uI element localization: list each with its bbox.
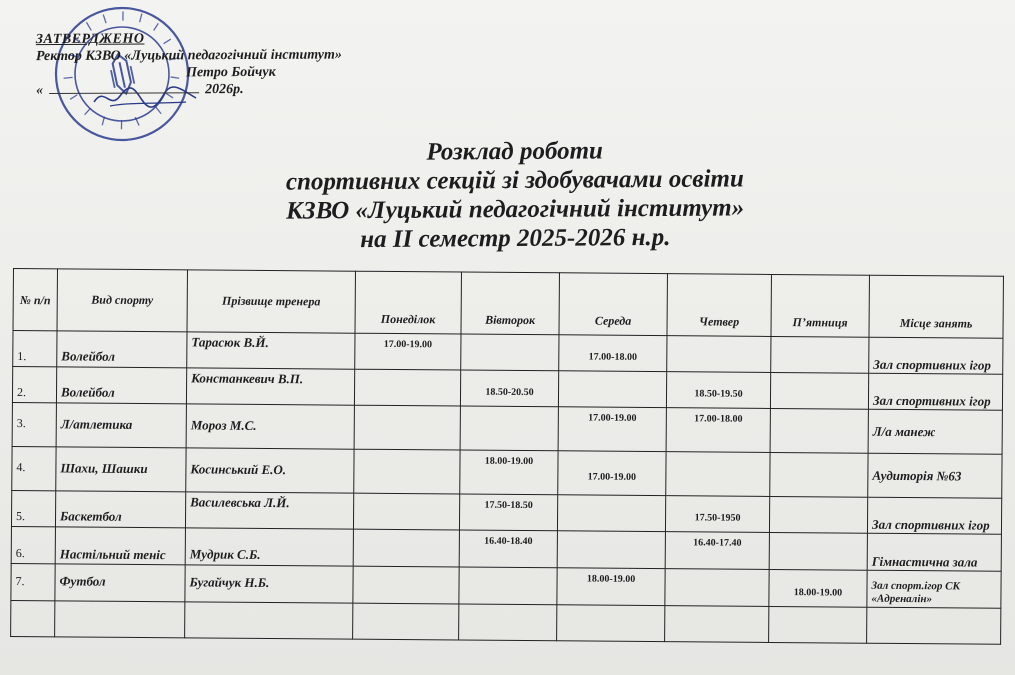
cell-coach: Мороз М.С. [186, 404, 354, 449]
table-header-row [13, 269, 1003, 339]
cell-coach: Василевська Л.Й. [185, 492, 353, 529]
cell-fri [770, 452, 868, 497]
cell-sport: Шахи, Шашки [56, 447, 186, 492]
cell-coach: Тарасюк В.Й. [187, 332, 355, 369]
cell-fri: 18.00-19.00 [769, 569, 867, 607]
approval-title: ЗАТВЕРДЖЕНО [35, 31, 145, 48]
schedule-table-wrap [10, 268, 1005, 666]
cell-tue [460, 406, 558, 451]
cell-tue: 17.50-18.50 [459, 494, 557, 531]
cell-place: Зал спортивних ігор [868, 373, 1002, 410]
cell-thu [665, 569, 769, 607]
header-place: Місце занять [869, 275, 1003, 338]
cell-thu: 17.50-1950 [665, 496, 769, 533]
document-title [200, 135, 831, 255]
cell-coach: Констанкевич В.П. [186, 368, 354, 405]
cell-coach: Бугайчук Н.Б. [185, 565, 353, 603]
cell-num: 4. [12, 446, 56, 490]
cell-mon [354, 369, 460, 406]
cell-sport: Волейбол [56, 367, 186, 404]
cell-wed [557, 495, 665, 532]
header-num: № п/п [13, 269, 57, 331]
title-line-1: Розклад роботи [426, 137, 604, 166]
cell-num: 5. [11, 490, 55, 526]
cell-place: Гімнастична зала [867, 533, 1001, 571]
cell-sport: Баскетбол [55, 491, 185, 528]
cell-wed [557, 605, 665, 642]
cell-fri [771, 336, 869, 373]
cell-tue [459, 567, 557, 605]
cell-num: 3. [12, 402, 56, 446]
cell-wed: 17.00-18.00 [559, 335, 667, 372]
cell-sport: Волейбол [57, 331, 187, 368]
approval-rector-name: Петро Бойчук [186, 64, 276, 81]
header-tue: Вівторок [461, 272, 559, 335]
cell-thu [666, 452, 770, 497]
cell-sport: Настільний теніс [55, 527, 185, 565]
table-row [12, 402, 1002, 454]
cell-num: 2. [12, 367, 56, 403]
cell-thu: 18.50-19.50 [666, 372, 770, 409]
cell-tue: 18.50-20.50 [460, 370, 558, 407]
table-row [11, 600, 1001, 644]
cell-sport: Л/атлетика [56, 403, 186, 448]
cell-sport: Футбол [55, 564, 185, 602]
approval-date-blank [49, 92, 199, 94]
cell-wed [558, 371, 666, 408]
cell-place: Зал спорт.ігор СК «Адреналін» [867, 570, 1001, 608]
cell-num: 1. [13, 331, 57, 367]
title-line-3: КЗВО «Луцький педагогічний інститут» [285, 194, 745, 225]
cell-mon [354, 449, 460, 494]
approval-block [36, 29, 456, 99]
cell-wed: 18.00-19.00 [557, 568, 665, 606]
approval-date-line [36, 80, 456, 99]
approval-date-prefix: « [36, 83, 44, 99]
cell-thu: 17.00-18.00 [666, 408, 770, 453]
cell-coach [185, 602, 353, 639]
cell-place: Зал спортивних ігор [867, 497, 1001, 534]
table-row [12, 446, 1002, 498]
cell-tue [461, 334, 559, 371]
header-thu: Четвер [667, 274, 771, 337]
cell-wed [557, 531, 665, 569]
cell-mon [353, 603, 459, 640]
cell-fri [770, 372, 868, 409]
title-line-4: на II семестр 2025-2026 н.р. [360, 223, 671, 254]
cell-mon [353, 493, 459, 530]
cell-num: 6. [11, 526, 55, 563]
cell-coach: Мудрик С.Б. [185, 528, 353, 566]
cell-wed: 17.00-19.00 [558, 407, 666, 452]
cell-fri [769, 496, 867, 533]
title-line-2: спортивних секцій зі здобувачами освіти [285, 165, 744, 196]
cell-fri [770, 408, 868, 453]
cell-num [11, 600, 55, 636]
cell-sport [55, 601, 185, 638]
cell-mon [354, 405, 460, 450]
schedule-table [10, 268, 1004, 645]
cell-thu [665, 606, 769, 643]
header-sport: Вид спорту [57, 269, 187, 332]
cell-tue: 18.00-19.00 [460, 450, 558, 495]
header-mon: Понеділок [355, 271, 461, 334]
cell-place: Л/а манеж [868, 409, 1002, 454]
cell-tue [459, 604, 557, 641]
cell-mon [353, 566, 459, 604]
cell-place: Аудиторія №63 [868, 453, 1002, 498]
cell-mon: 17.00-19.00 [355, 333, 461, 370]
header-wed: Середа [559, 273, 667, 336]
header-fri: П’ятниця [771, 274, 869, 337]
cell-wed: 17.00-19.00 [558, 451, 666, 496]
header-coach: Прізвище тренера [187, 270, 355, 333]
cell-fri [769, 606, 867, 643]
cell-fri [769, 532, 867, 570]
cell-thu [667, 336, 771, 373]
cell-mon [353, 529, 459, 567]
approval-position: Ректор КЗВО «Луцький педагогічний інститут» [35, 47, 342, 65]
cell-coach: Косинський Е.О. [186, 448, 354, 493]
approval-date-year: 2026р. [205, 82, 244, 98]
cell-place [867, 607, 1001, 644]
cell-place: Зал спортивних ігор [869, 337, 1003, 374]
cell-num: 7. [11, 563, 55, 600]
cell-tue: 16.40-18.40 [459, 530, 557, 568]
cell-thu: 16.40-17.40 [665, 532, 769, 570]
